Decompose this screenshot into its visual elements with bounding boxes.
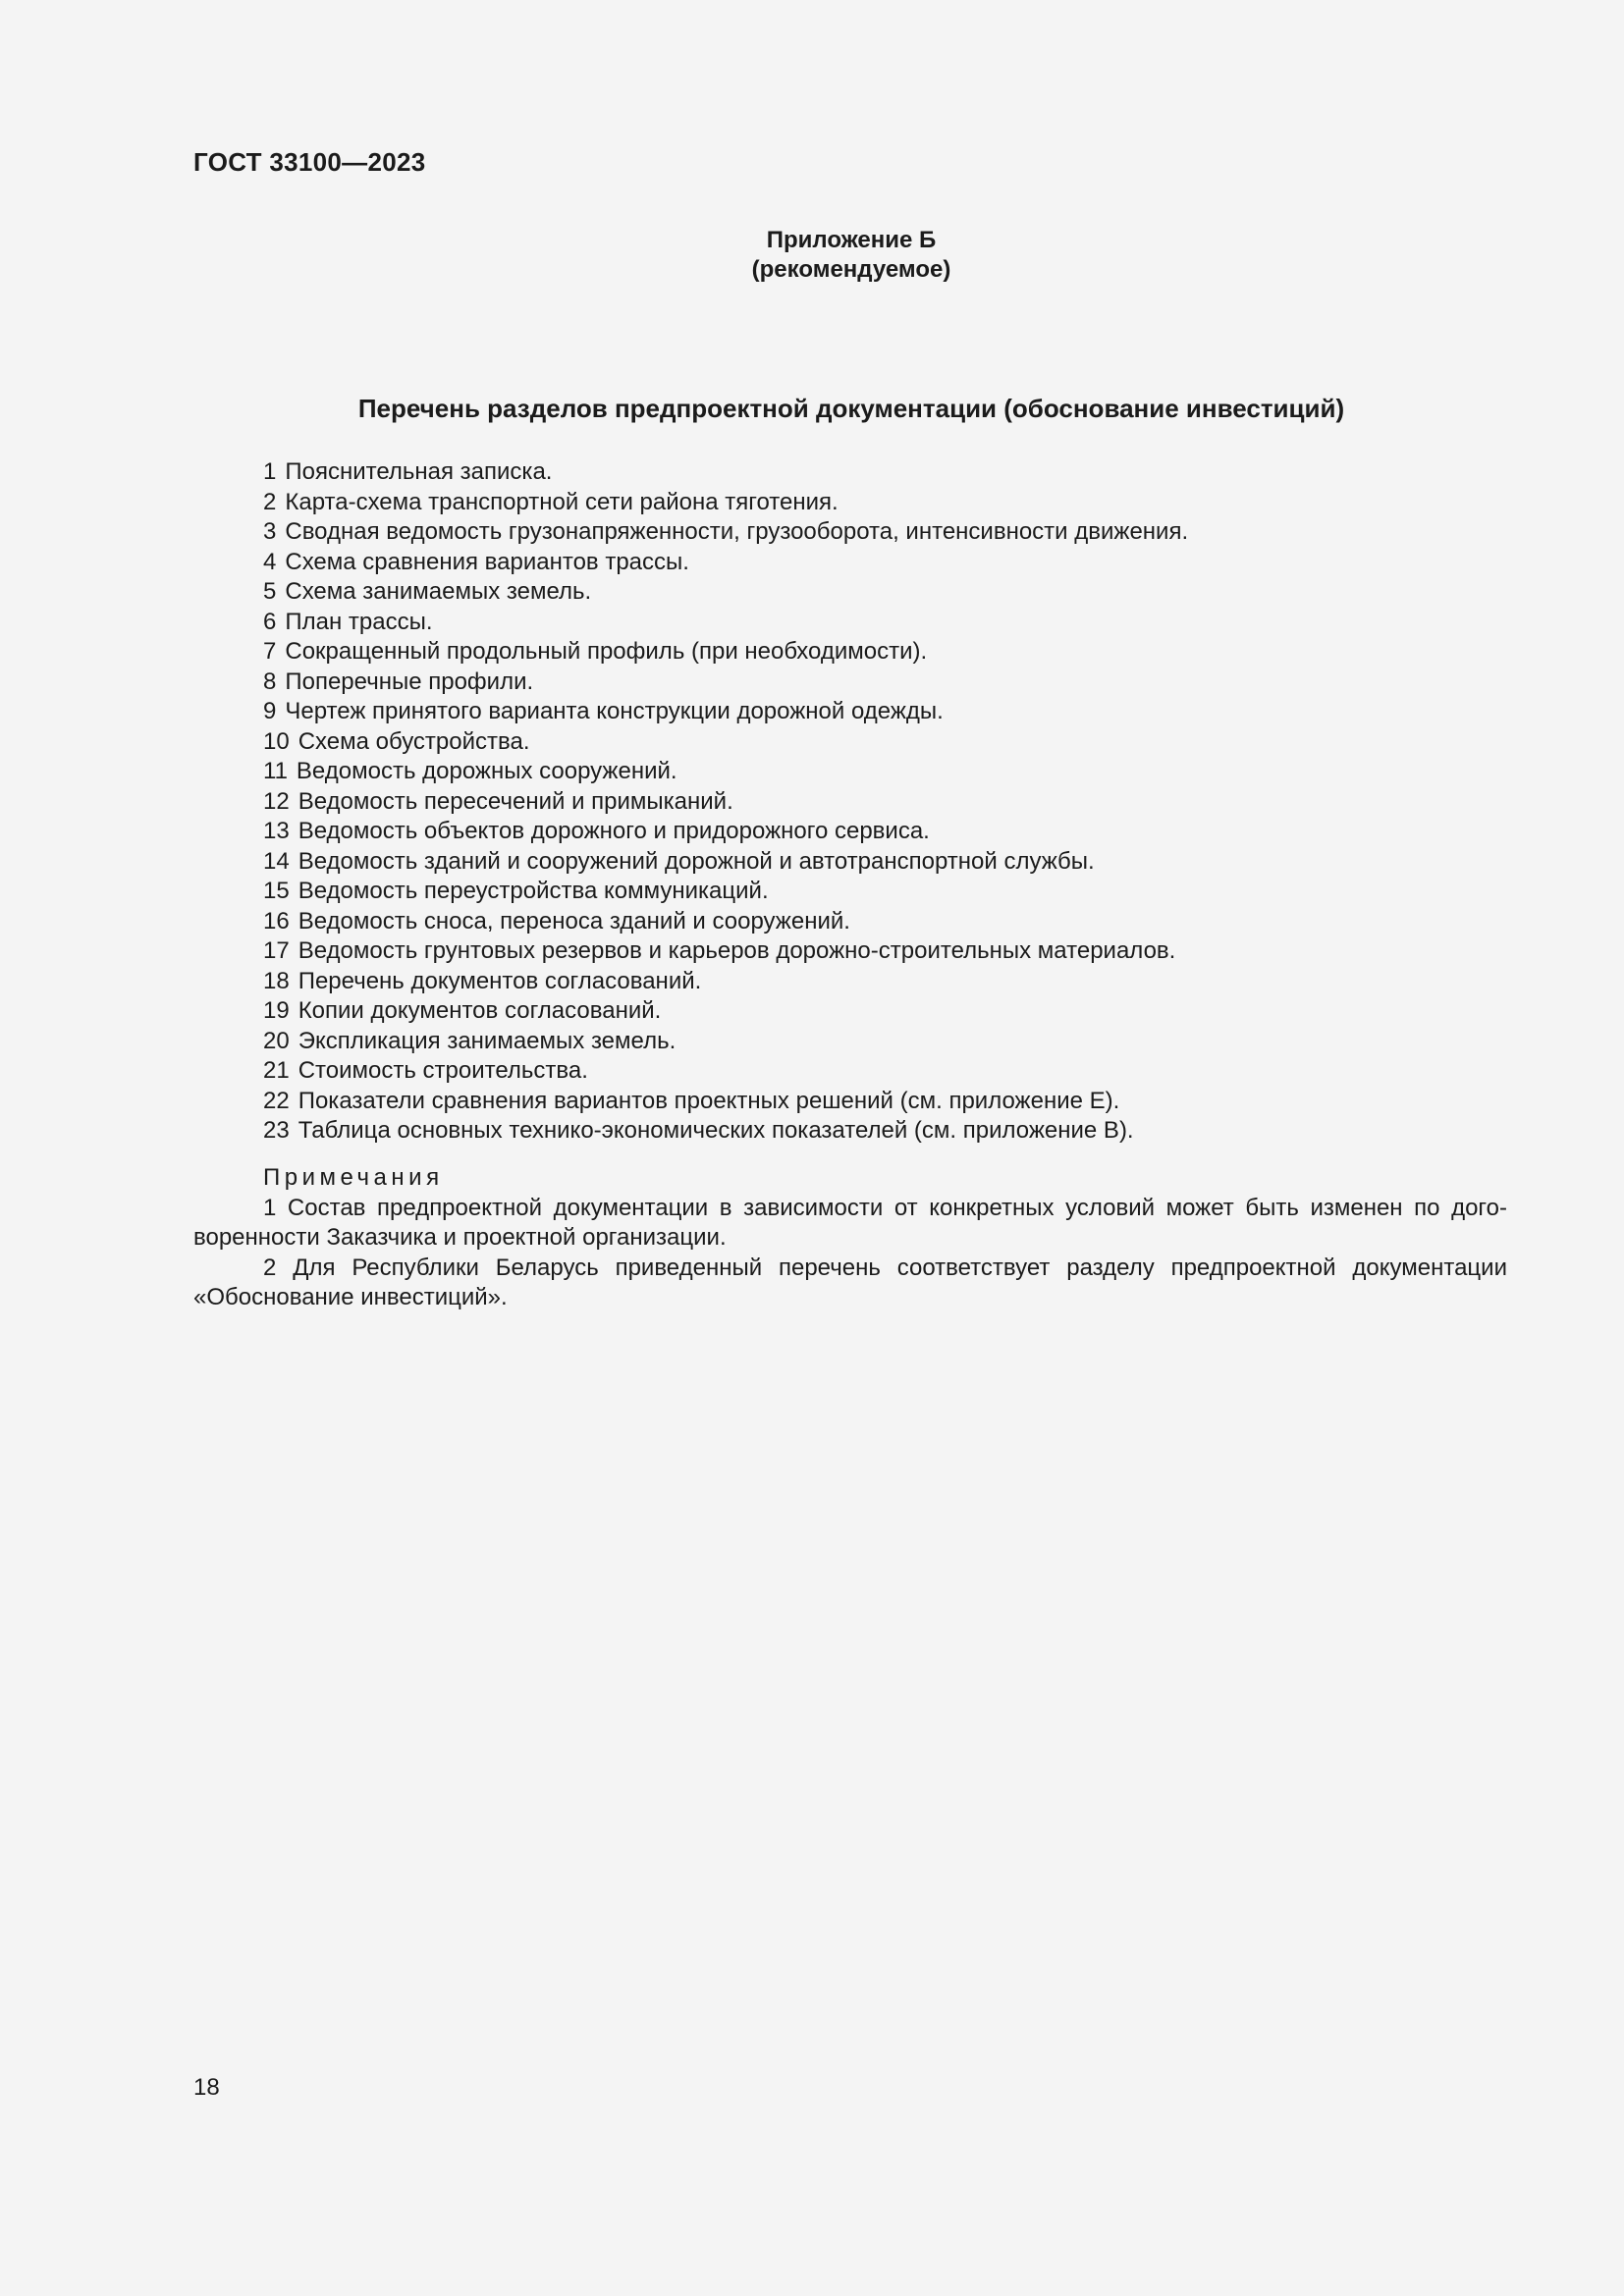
list-item-text: Схема обустройства. xyxy=(298,727,530,755)
list-item-number: 23 xyxy=(263,1117,290,1144)
list-item-number: 13 xyxy=(263,818,290,844)
list-item xyxy=(263,817,1188,847)
list-item xyxy=(263,1056,1188,1087)
list-item-text: Схема сравнения вариантов трассы. xyxy=(285,548,689,575)
list-item xyxy=(263,877,1188,907)
list-item xyxy=(263,996,1188,1027)
list-item xyxy=(263,907,1188,937)
list-item xyxy=(263,1116,1188,1147)
list-item xyxy=(263,727,1188,758)
list-item-number: 8 xyxy=(263,667,277,695)
list-item-text: Поперечные профили. xyxy=(285,667,534,695)
list-item-text: Схема занимаемых земель. xyxy=(285,578,592,605)
list-item-number: 12 xyxy=(263,787,290,815)
list-item-text: Ведомость переустройства коммуникаций. xyxy=(298,878,769,904)
list-item-text: Таблица основных технико-экономических показателей (см. приложение В). xyxy=(298,1117,1134,1144)
list-item-number: 11 xyxy=(263,758,288,784)
list-item-number: 6 xyxy=(263,608,277,635)
list-item-text: Сокращенный продольный профиль (при необходимости). xyxy=(285,638,928,665)
list-item-number: 5 xyxy=(263,578,277,605)
list-item xyxy=(263,936,1188,967)
list-item-text: Сводная ведомость грузонапряженности, грузооборота, интенсивности движения. xyxy=(285,518,1189,545)
list-item-number: 10 xyxy=(263,727,290,755)
list-item-text: Экспликация занимаемых земель. xyxy=(298,1027,677,1054)
list-item-number: 15 xyxy=(263,878,290,904)
list-item xyxy=(263,787,1188,818)
list-item xyxy=(263,637,1188,667)
list-item-number: 19 xyxy=(263,997,290,1024)
list-item-text: Копии документов согласований. xyxy=(298,997,662,1024)
list-item-text: Показатели сравнения вариантов проектных решений (см. приложение Е). xyxy=(298,1087,1120,1114)
list-item xyxy=(263,667,1188,698)
list-item-text: Ведомость грунтовых резервов и карьеров дорожно-строительных материалов. xyxy=(298,937,1176,964)
document-code: ГОСТ 33100—2023 xyxy=(193,147,426,177)
list-item-number: 2 xyxy=(263,488,277,515)
note-item: 2 Для Республики Беларусь приведенный перечень соответствует разделу предпроектной документации «Обоснование инвестиций». xyxy=(193,1254,1507,1310)
list-item-text: Стоимость строительства. xyxy=(298,1057,588,1084)
list-item-number: 3 xyxy=(263,518,277,545)
list-item xyxy=(263,608,1188,638)
list-item xyxy=(263,488,1188,518)
list-item-number: 1 xyxy=(263,458,277,485)
note-item: 1 Состав предпроектной документации в зависимости от конкретных условий может быть изменен по дого-воренности Заказчика и проектной организации. xyxy=(193,1194,1507,1251)
notes-block xyxy=(193,1163,1507,1313)
list-item xyxy=(263,1027,1188,1057)
list-item-text: Ведомость пересечений и примыканий. xyxy=(298,787,733,815)
list-item-number: 22 xyxy=(263,1087,290,1114)
list-item-number: 20 xyxy=(263,1027,290,1054)
appendix-title: Приложение Б xyxy=(766,227,937,253)
appendix-status: (рекомендуемое) xyxy=(751,256,951,283)
list-item-number: 7 xyxy=(263,638,277,665)
list-item-text: Перечень документов согласований. xyxy=(298,967,702,994)
list-item xyxy=(263,517,1188,548)
sections-list xyxy=(263,457,1188,1147)
list-item-text: Ведомость сноса, переноса зданий и сооружений. xyxy=(298,907,850,934)
list-item-text: Чертеж принятого варианта конструкции дорожной одежды. xyxy=(285,698,944,724)
list-item-text: Ведомость зданий и сооружений дорожной и автотранспортной службы. xyxy=(298,847,1095,875)
list-item xyxy=(263,457,1188,488)
list-item-text: Карта-схема транспортной сети района тяготения. xyxy=(285,488,839,515)
list-item-number: 16 xyxy=(263,907,290,934)
list-item-number: 17 xyxy=(263,937,290,964)
list-item-number: 9 xyxy=(263,698,277,724)
list-item-text: Пояснительная записка. xyxy=(285,458,553,485)
list-item xyxy=(263,577,1188,608)
notes-heading: Примечания xyxy=(263,1164,444,1191)
list-item xyxy=(263,847,1188,878)
list-item-number: 4 xyxy=(263,548,277,575)
list-item-number: 21 xyxy=(263,1057,290,1084)
list-item-text: Ведомость объектов дорожного и придорожного сервиса. xyxy=(298,818,930,844)
list-item-text: План трассы. xyxy=(285,608,433,635)
list-item xyxy=(263,1087,1188,1117)
list-item-text: Ведомость дорожных сооружений. xyxy=(296,758,677,784)
list-item xyxy=(263,697,1188,727)
page-number: 18 xyxy=(193,2074,220,2101)
section-title: Перечень разделов предпроектной документации (обоснование инвестиций) xyxy=(357,394,1345,423)
list-item xyxy=(263,757,1188,787)
list-item-number: 14 xyxy=(263,847,290,875)
list-item xyxy=(263,548,1188,578)
list-item xyxy=(263,967,1188,997)
list-item-number: 18 xyxy=(263,967,290,994)
